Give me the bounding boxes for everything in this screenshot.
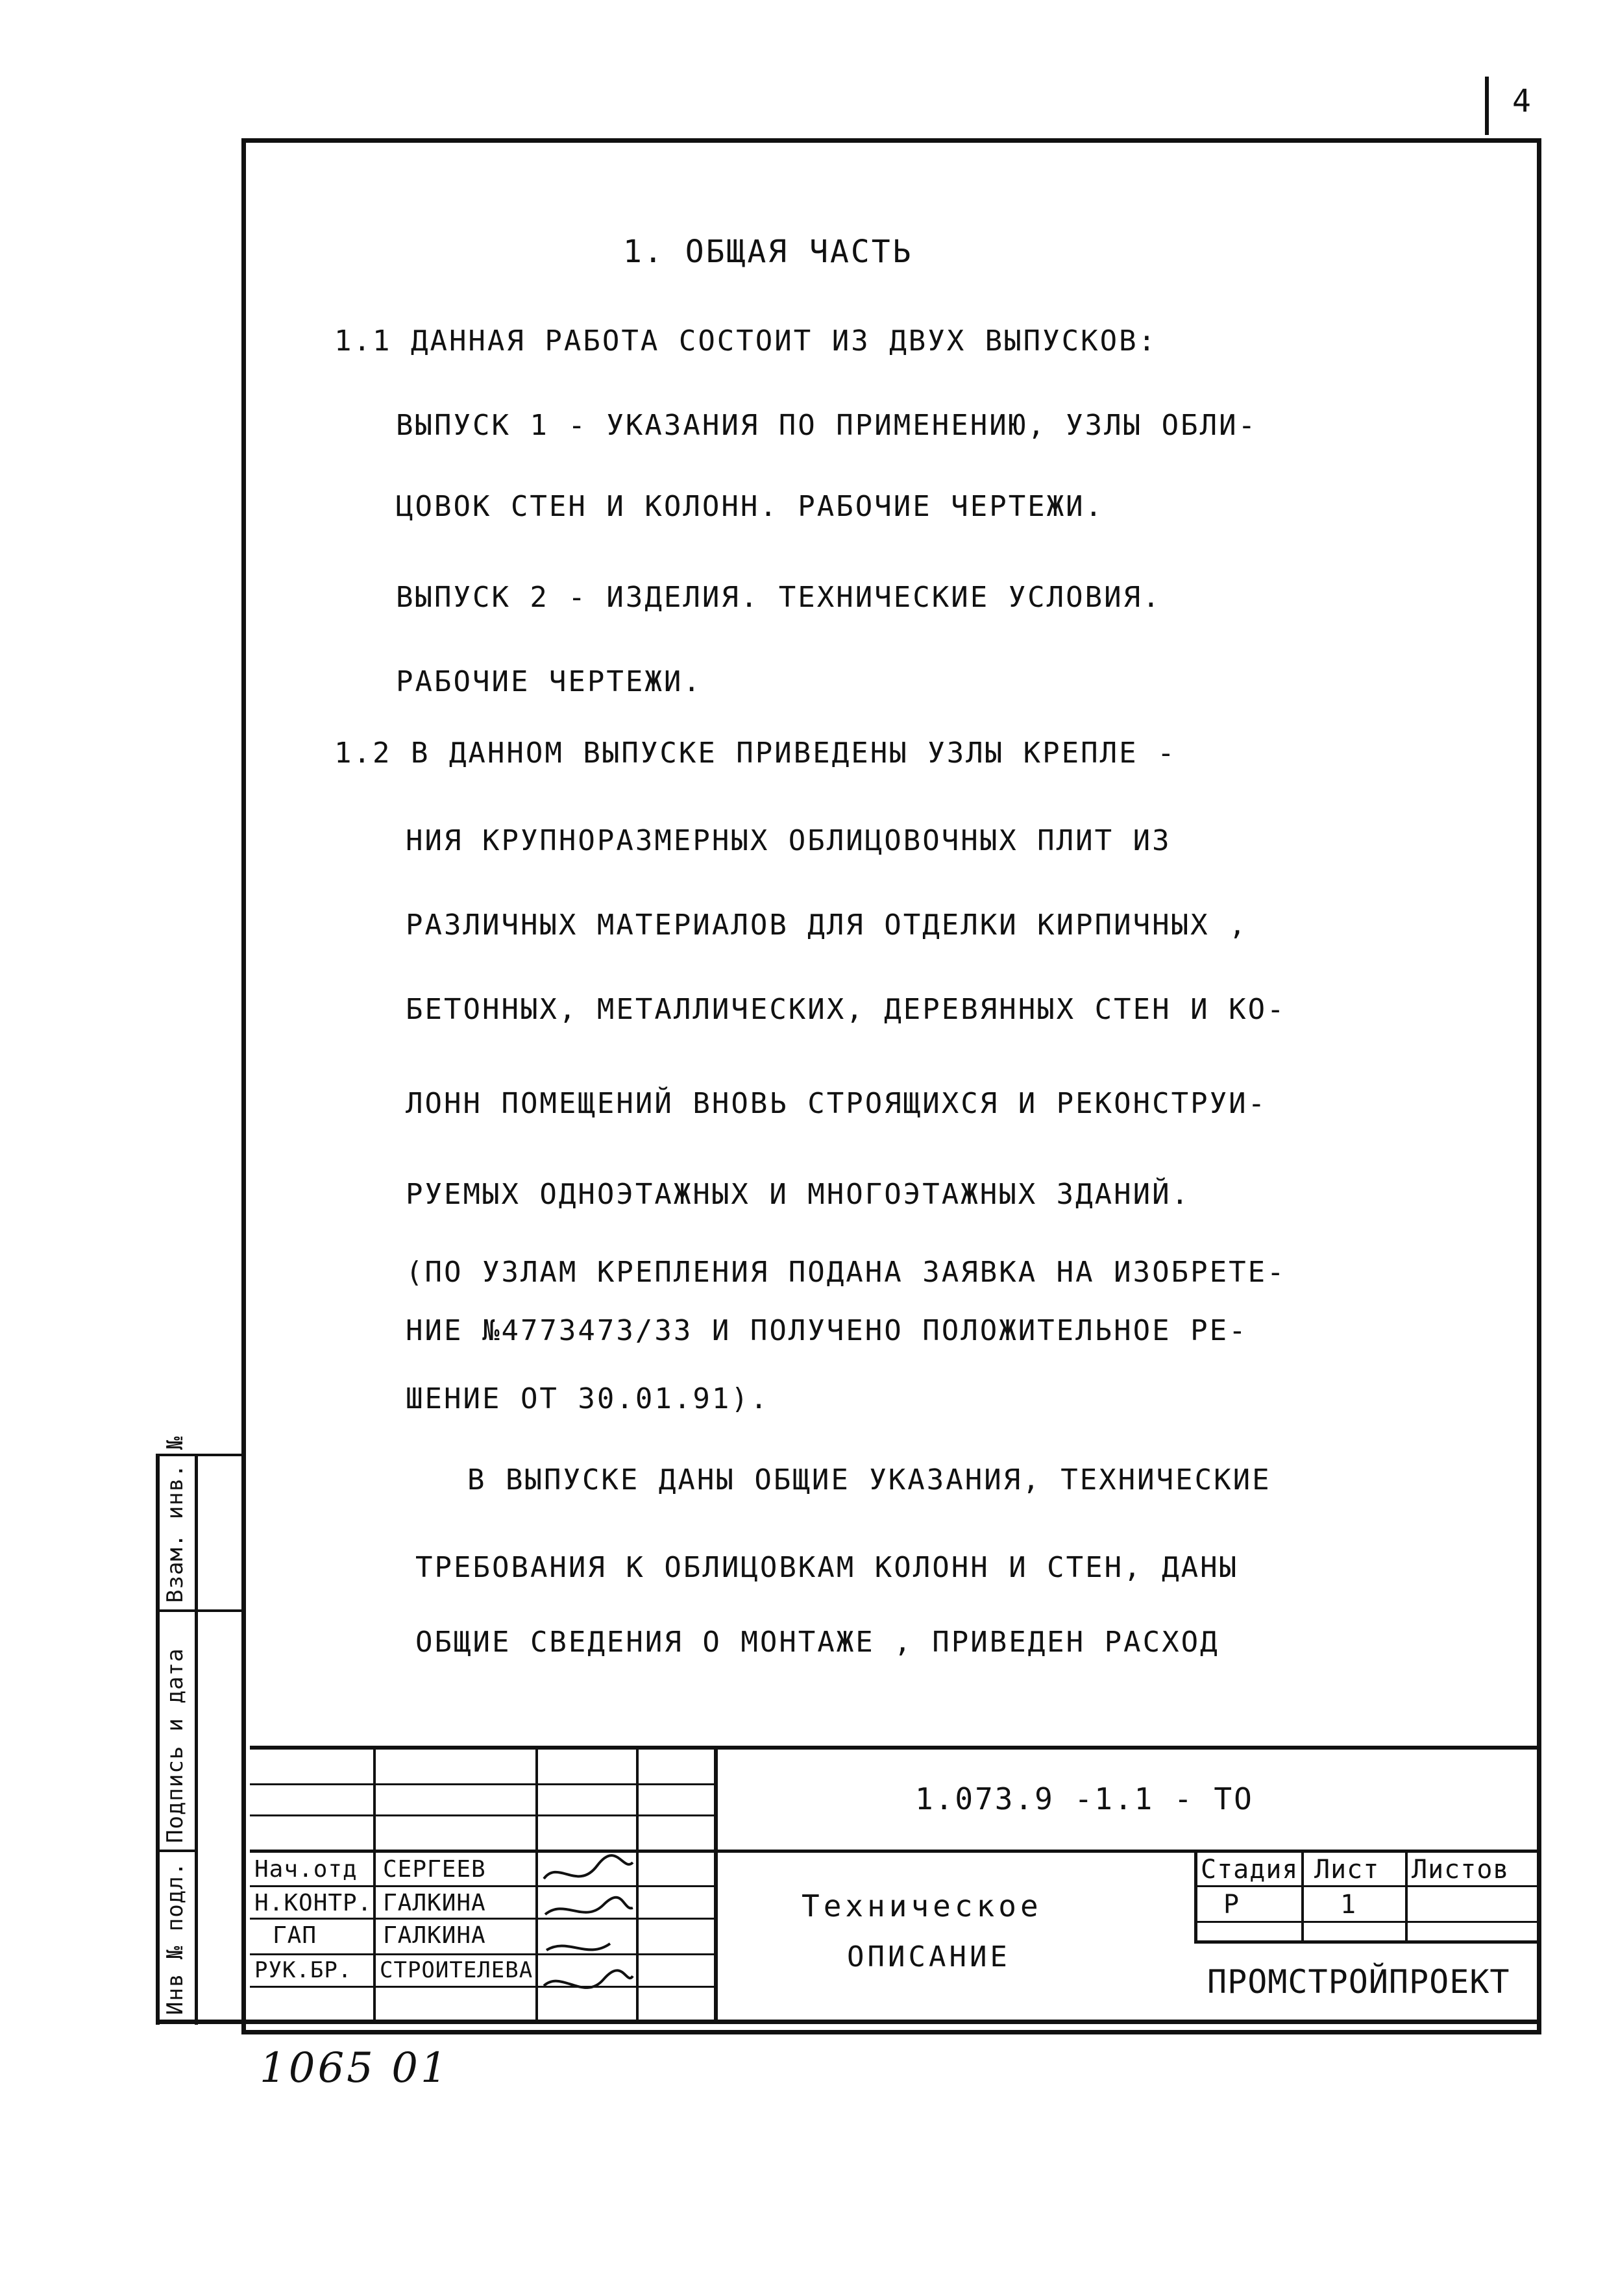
paragraph-line: В ВЫПУСКЕ ДАНЫ ОБЩИЕ УКАЗАНИЯ, ТЕХНИЧЕСКИЕ [467, 1463, 1271, 1496]
paragraph-line: ВЫПУСК 1 - УКАЗАНИЯ ПО ПРИМЕНЕНИЮ, УЗЛЫ ОБЛИ- [396, 409, 1258, 442]
page-number-mark [1485, 77, 1489, 135]
paragraph-line: НИЯ КРУПНОРАЗМЕРНЫХ ОБЛИЦОВОЧНЫХ ПЛИТ ИЗ [406, 824, 1171, 857]
paragraph-line: 1.1 ДАННАЯ РАБОТА СОСТОИТ ИЗ ДВУХ ВЫПУСКОВ: [334, 324, 1158, 358]
stage-value: Р [1223, 1890, 1240, 1920]
section-heading: 1. ОБЩАЯ ЧАСТЬ [623, 234, 913, 270]
role-label: Нач.отд [254, 1856, 358, 1883]
document-code: 1.073.9 -1.1 - ТО [915, 1781, 1254, 1816]
paragraph-line: РАБОЧИЕ ЧЕРТЕЖИ. [396, 665, 702, 698]
paragraph-line: ОБЩИЕ СВЕДЕНИЯ О МОНТАЖЕ , ПРИВЕДЕН РАСХОД [415, 1626, 1219, 1659]
paragraph-line: НИЕ №4773473/33 И ПОЛУЧЕНО ПОЛОЖИТЕЛЬНОЕ РЕ- [406, 1314, 1248, 1347]
role-label: РУК.БР. [254, 1957, 352, 1983]
handwritten-note: 1065 01 [260, 2044, 450, 2092]
paragraph-line: ЦОВОК СТЕН И КОЛОНН. РАБОЧИЕ ЧЕРТЕЖИ. [396, 490, 1105, 523]
signatures-image [539, 1853, 636, 2018]
paragraph-line: РАЗЛИЧНЫХ МАТЕРИАЛОВ ДЛЯ ОТДЕЛКИ КИРПИЧНЫХ , [406, 909, 1248, 942]
role-name: СЕРГЕЕВ [383, 1856, 486, 1883]
paragraph-line: ТРЕБОВАНИЯ К ОБЛИЦОВКАМ КОЛОНН И СТЕН, ДАНЫ [415, 1551, 1239, 1584]
document-title-line1: Техническое [802, 1888, 1042, 1924]
paragraph-line: РУЕМЫХ ОДНОЭТАЖНЫХ И МНОГОЭТАЖНЫХ ЗДАНИЙ. [406, 1178, 1191, 1211]
sheet-value: 1 [1340, 1890, 1357, 1920]
role-name: ГАЛКИНА [383, 1890, 486, 1916]
paragraph-line: (ПО УЗЛАМ КРЕПЛЕНИЯ ПОДАНА ЗАЯВКА НА ИЗОБРЕТЕ- [406, 1256, 1286, 1289]
page-number: 4 [1512, 83, 1533, 119]
stamp-inv-replace: Взам. инв. № [162, 1435, 188, 1603]
stamp-sign-date: Подпись и дата [162, 1648, 188, 1843]
role-name: СТРОИТЕЛЕВА [380, 1957, 533, 1983]
role-label: ГАП [273, 1922, 317, 1949]
document-title-line2: ОПИСАНИЕ [847, 1940, 1011, 1973]
sheets-header: Листов [1412, 1855, 1510, 1885]
stage-header: Стадия [1201, 1855, 1299, 1885]
role-label: Н.КОНТР. [254, 1890, 373, 1916]
paragraph-line: ЛОНН ПОМЕЩЕНИЙ ВНОВЬ СТРОЯЩИХСЯ И РЕКОНСТРУИ- [406, 1087, 1268, 1120]
role-name: ГАЛКИНА [383, 1922, 486, 1949]
organization-name: ПРОМСТРОЙПРОЕКТ [1207, 1963, 1510, 2001]
sheet-header: Лист [1314, 1855, 1380, 1885]
paragraph-line: ВЫПУСК 2 - ИЗДЕЛИЯ. ТЕХНИЧЕСКИЕ УСЛОВИЯ. [396, 581, 1162, 614]
paragraph-line: БЕТОННЫХ, МЕТАЛЛИЧЕСКИХ, ДЕРЕВЯННЫХ СТЕН И КО- [406, 993, 1286, 1026]
paragraph-line: 1.2 В ДАННОМ ВЫПУСКЕ ПРИВЕДЕНЫ УЗЛЫ КРЕПЛЕ - [334, 737, 1177, 770]
stamp-inv-original: Инв № подл. [162, 1861, 188, 2015]
paragraph-line: ШЕНИЕ ОТ 30.01.91). [406, 1382, 770, 1415]
